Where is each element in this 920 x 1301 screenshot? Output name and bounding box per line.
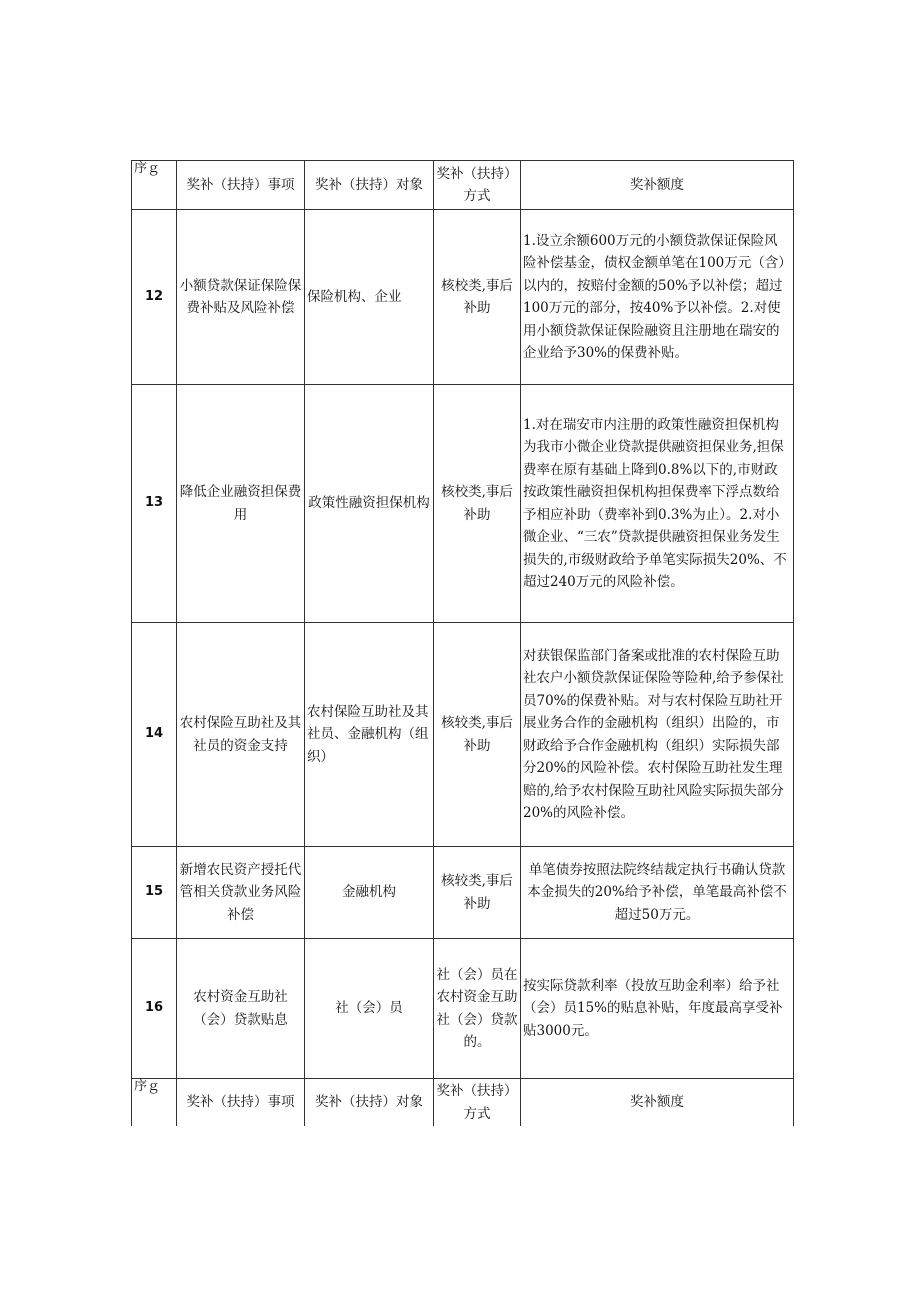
row-method: 社（会）员在农村资金互助社（会）贷款的。 [434,939,521,1079]
row-seq: 15 [132,847,177,939]
row-item: 农村保险互助社及其社员的资金支持 [177,623,305,847]
row-method: 核较类,事后补助 [434,847,521,939]
table-header-row [132,161,794,210]
row-amount: 1.设立余额600万元的小额贷款保证保险风险补偿基金，债权金额单笔在100万元（含）以内的，按赔付金额的50%予以补偿；超过100万元的部分，按40%予以补偿。2.对使用小额贷款保证保险融资且注册地在瑞安的企业给予30%的保费补贴。 [521,210,794,385]
header-seq: 序ｇ [132,161,177,210]
table-header-row-repeat [132,1079,794,1127]
table-row [132,623,794,847]
header-method: 奖补（扶持）方式 [434,1079,521,1127]
row-amount: 按实际贷款利率（投放互助金利率）给予社（会）员15%的贴息补贴，年度最高享受补贴3000元。 [521,939,794,1079]
row-target: 农村保险互助社及其社员、金融机构（组织） [305,623,434,847]
row-seq: 16 [132,939,177,1079]
row-target: 政策性融资担保机构 [305,385,434,623]
header-method: 奖补（扶持）方式 [434,161,521,210]
row-seq: 12 [132,210,177,385]
row-seq: 14 [132,623,177,847]
row-target: 保险机构、企业 [305,210,434,385]
row-target: 社（会）员 [305,939,434,1079]
header-amount: 奖补额度 [521,1079,794,1127]
row-method: 核校类,事后补助 [434,385,521,623]
header-target: 奖补（扶持）对象 [305,1079,434,1127]
row-item: 降低企业融资担保费用 [177,385,305,623]
table-row [132,939,794,1079]
row-item: 新增农民资产授托代管相关贷款业务风险补偿 [177,847,305,939]
row-amount: 单笔债券按照法院终结裁定执行书确认贷款本金损失的20%给予补偿，单笔最高补偿不超过50万元。 [521,847,794,939]
header-item: 奖补（扶持）事项 [177,161,305,210]
row-amount: 1.对在瑞安市内注册的政策性融资担保机构为我市小微企业贷款提供融资担保业务,担保费率在原有基础上降到0.8%以下的,市财政按政策性融资担保机构担保费率下浮点数给予相应补助（费率补到0.3%为止）。2.对小微企业、“三农”贷款提供融资担保业务发生损失的,市级财政给予单笔实际损失20%、不超过240万元的风险补偿。 [521,385,794,623]
header-item: 奖补（扶持）事项 [177,1079,305,1127]
row-item: 农村资金互助社（会）贷款贴息 [177,939,305,1079]
table-row [132,385,794,623]
row-method: 核较类,事后补助 [434,623,521,847]
row-method: 核校类,事后补助 [434,210,521,385]
subsidy-table-container [131,160,792,1126]
table-row [132,847,794,939]
header-amount: 奖补额度 [521,161,794,210]
row-target: 金融机构 [305,847,434,939]
header-target: 奖补（扶持）对象 [305,161,434,210]
row-item: 小额贷款保证保险保费补贴及风险补偿 [177,210,305,385]
subsidy-table [131,160,794,1126]
table-row [132,210,794,385]
row-amount: 对获银保监部门备案或批准的农村保险互助社农户小额贷款保证保险等险种,给予参保社员70%的保费补贴。对与农村保险互助社开展业务合作的金融机构（组织）出险的，市财政给予合作金融机构（组织）实际损失部分20%的风险补偿。农村保险互助社发生理赔的,给予农村保险互助社风险实际损失部分20%的风险补偿。 [521,623,794,847]
header-seq: 序ｇ [132,1079,177,1127]
row-seq: 13 [132,385,177,623]
